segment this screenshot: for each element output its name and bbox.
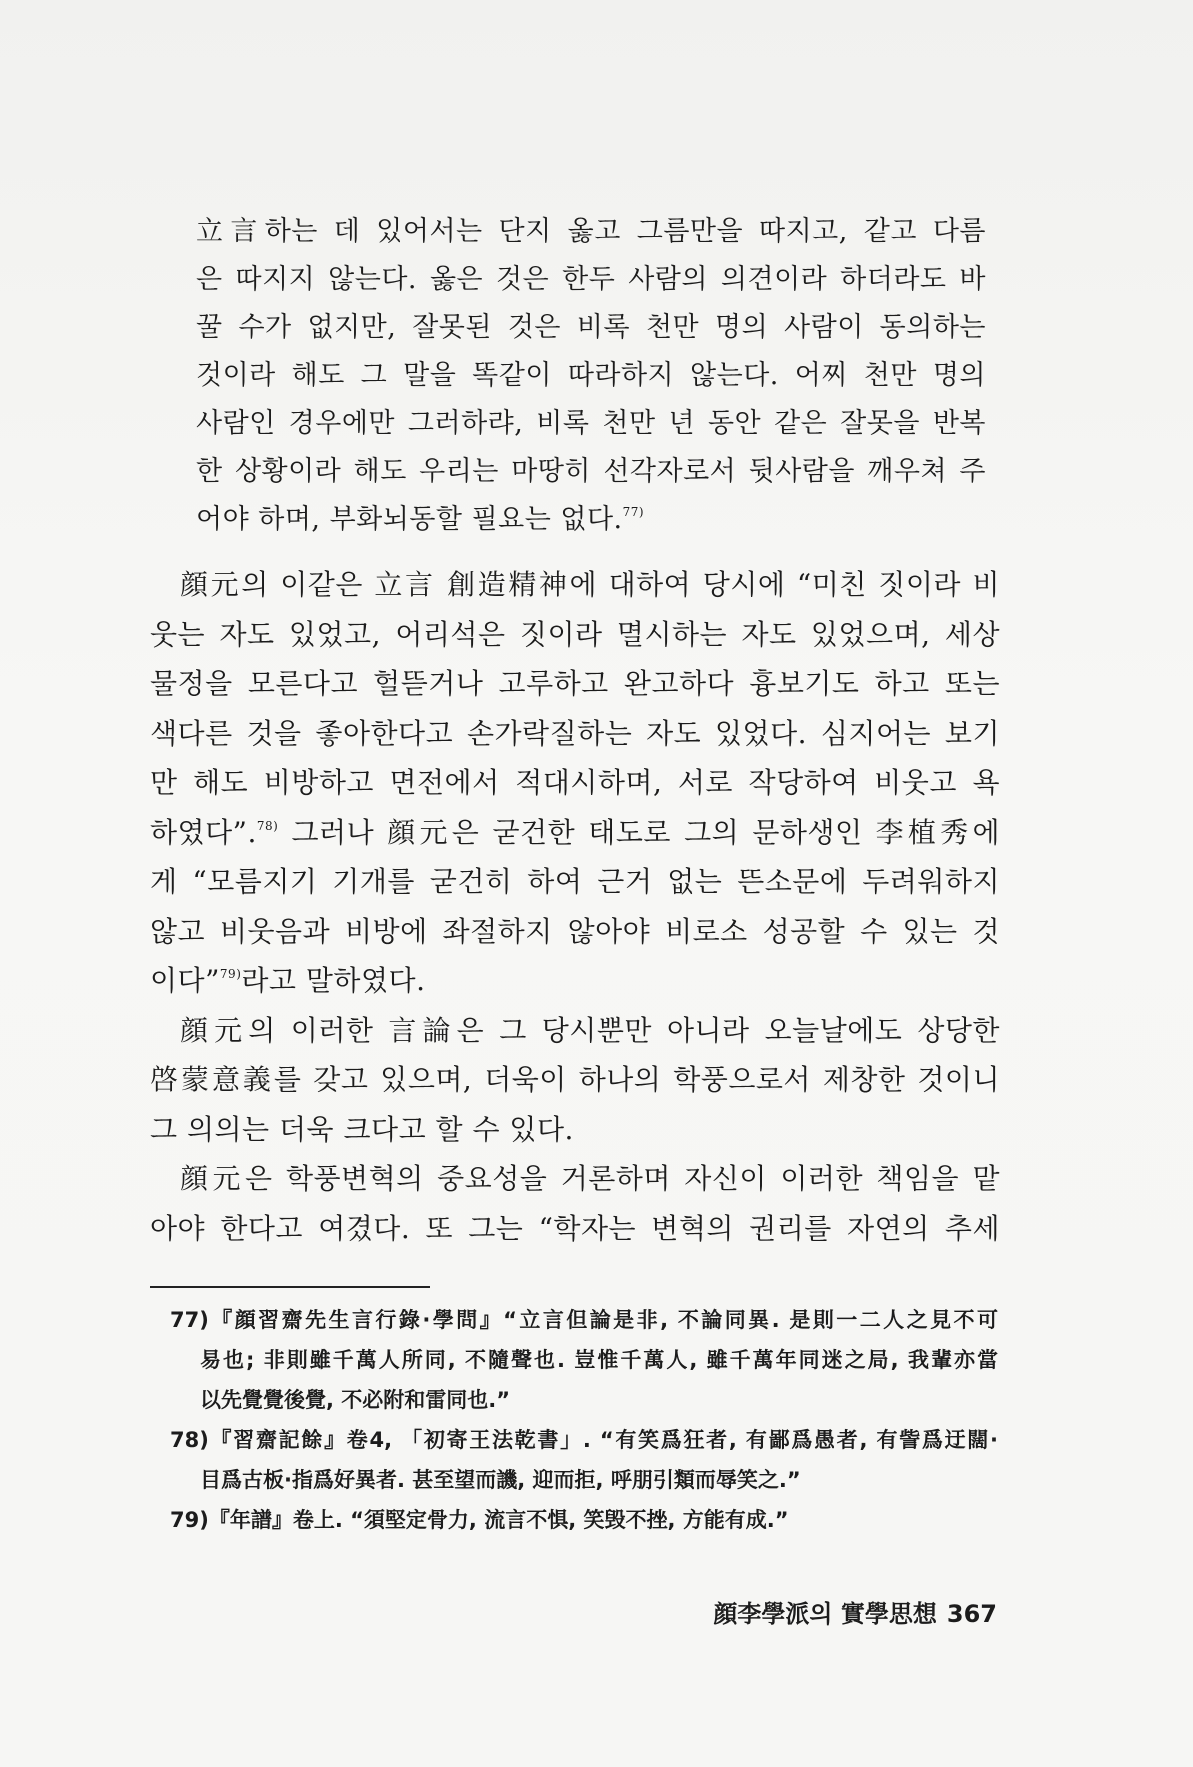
footnote-79-line: 79)『年譜』卷上. “須堅定骨力, 流言不惧, 笑毁不挫, 方能有成.”: [170, 1508, 789, 1532]
footnote-ref-78: 78): [256, 818, 279, 833]
quote-line-last: [196, 496, 986, 544]
footnotes: [170, 1300, 998, 1540]
paragraph-line: 않고 비웃음과 비방에 좌절하지 않아야 비로소 성공할 수 있는 것: [150, 914, 1000, 948]
quote-text: 어야 하며, 부화뇌동할 필요는 없다.: [196, 504, 623, 535]
footnote-77-line: 77)『顔習齋先生言行錄·學問』“立言但論是非, 不論同異. 是則一二人之見不可: [170, 1308, 998, 1332]
footnote-78-line: 目爲古板·指爲好異者. 甚至望而譏, 迎而拒, 呼朋引類而辱笑之.”: [200, 1468, 801, 1492]
paragraph-line: 顔元의 이같은 立言 創造精神에 대하여 당시에 “미친 짓이라 비: [180, 568, 1000, 601]
text-span: 라고 말하였다.: [241, 964, 426, 997]
footnote-ref-77: 77): [622, 505, 645, 519]
paragraph-line: 그 의의는 더욱 크다고 할 수 있다.: [150, 1112, 574, 1146]
quote-line: 것이라 해도 그 말을 똑같이 따라하지 않는다. 어찌 천만 명의: [196, 360, 986, 391]
text-span: 이다”: [150, 964, 220, 997]
paragraph-line: 게 “모름지기 기개를 굳건히 하여 근거 없는 뜬소문에 두려워하지: [150, 865, 1000, 898]
running-footer: [713, 1599, 997, 1629]
footnote-ref-79: 79): [219, 967, 242, 981]
paragraph-line: [150, 956, 1000, 1006]
paragraph-line: [150, 808, 1000, 858]
text-span: 그러나 顔元은 굳건한 태도로 그의 문하생인 李植秀에: [278, 815, 1000, 849]
paragraph-line: 웃는 자도 있었고, 어리석은 짓이라 멸시하는 자도 있었으며, 세상: [150, 617, 1000, 651]
paragraph-line: 만 해도 비방하고 면전에서 적대시하며, 서로 작당하여 비웃고 욕: [150, 766, 1000, 799]
paragraph-line: 물정을 모른다고 헐뜯거나 고루하고 완고하다 흉보기도 하고 또는: [150, 667, 1000, 700]
footnote-77-line: 以先覺覺後覺, 不必附和雷同也.”: [200, 1388, 511, 1412]
quote-line: 立言하는 데 있어서는 단지 옳고 그름만을 따지고, 같고 다름: [196, 216, 986, 247]
page-number: 367: [946, 1600, 997, 1628]
paragraph-line: 색다른 것을 좋아한다고 손가락질하는 자도 있었다. 심지어는 보기: [150, 716, 1000, 750]
paragraph-line: 啓蒙意義를 갖고 있으며, 더욱이 하나의 학풍으로서 제창한 것이니: [150, 1063, 1000, 1096]
running-title: 顔李學派의 實學思想: [713, 1600, 937, 1628]
body-text: [150, 560, 1000, 1253]
footnote-78-line: 78)『習齋記餘』卷4, 「初寄王法乾書」. “有笑爲狂者, 有鄙爲愚者, 有訾爲迂闊·: [170, 1428, 998, 1452]
quote-line: 꿀 수가 없지만, 잘못된 것은 비록 천만 명의 사람이 동의하는: [196, 312, 986, 343]
footnote-divider: [150, 1286, 430, 1288]
quote-line: 한 상황이라 해도 우리는 마땅히 선각자로서 뒷사람을 깨우쳐 주: [196, 456, 986, 487]
paragraph-line: 顔元은 학풍변혁의 중요성을 거론하며 자신이 이러한 책임을 맡: [180, 1162, 1000, 1195]
paragraph-line: 顔元의 이러한 言論은 그 당시뿐만 아니라 오늘날에도 상당한: [180, 1013, 1000, 1047]
quote-line: 사람인 경우에만 그러하랴, 비록 천만 년 동안 같은 잘못을 반복: [196, 408, 986, 439]
text-span: 하였다”.: [150, 815, 257, 849]
footnote-77-line: 易也; 非則雖千萬人所同, 不隨聲也. 豈惟千萬人, 雖千萬年同迷之局, 我輩亦當: [200, 1348, 998, 1372]
quote-line: 은 따지지 않는다. 옳은 것은 한두 사람의 의견이라 하더라도 바: [196, 264, 986, 295]
paragraph-line: 아야 한다고 여겼다. 또 그는 “학자는 변혁의 권리를 자연의 추세: [150, 1211, 1000, 1245]
block-quote: [196, 208, 986, 544]
